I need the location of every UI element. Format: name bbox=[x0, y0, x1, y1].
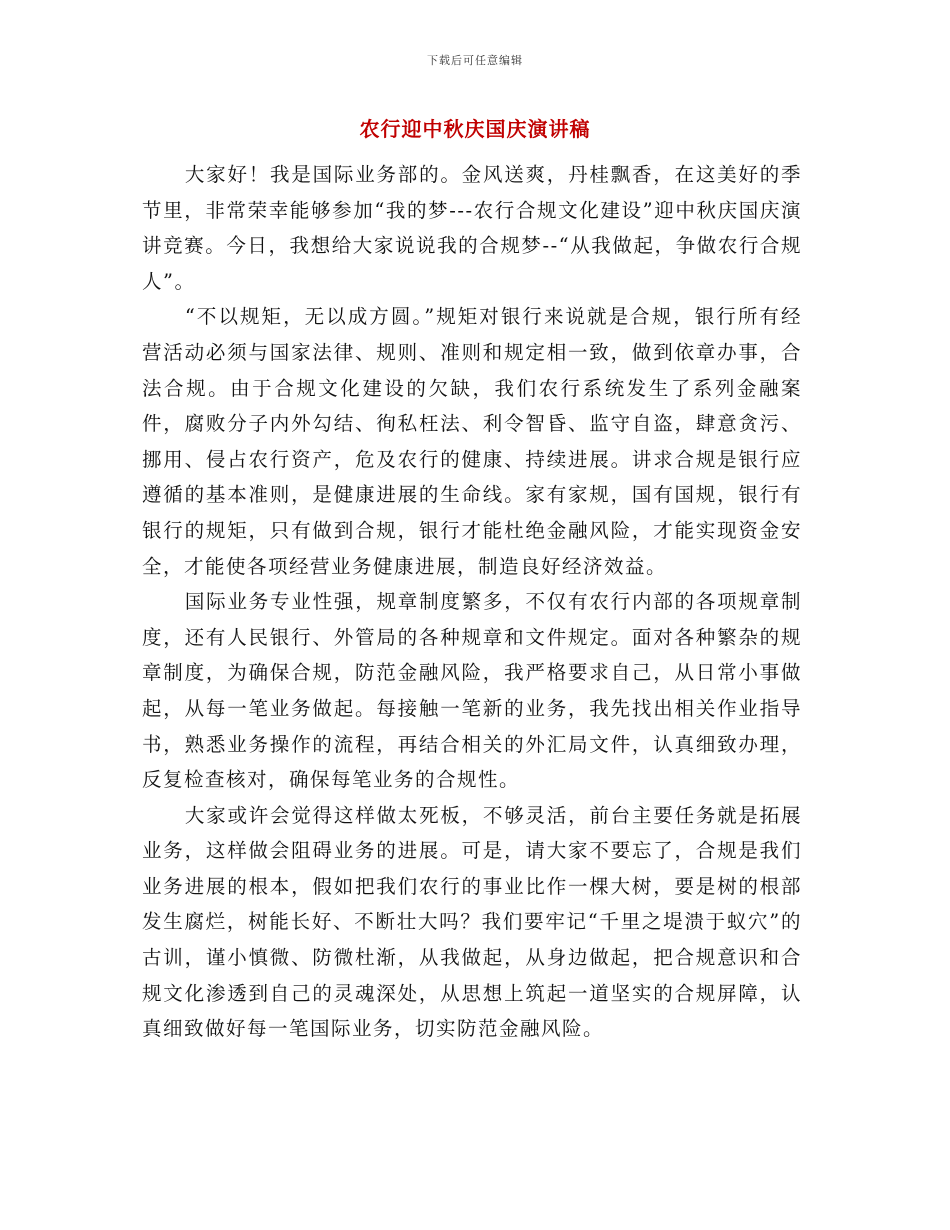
paragraph: 大家或许会觉得这样做太死板，不够灵活，前台主要任务就是拓展业务，这样做会阻碍业务的进展。可是，请大家不要忘了，合规是我们业务进展的根本，假如把我们农行的事业比作一棵大树，要是树的根部发生腐烂，树能长好、不断壮大吗？我们要牢记“千里之堤溃于蚁穴”的古训，谨小慎微、防微杜渐，从我做起，从身边做起，把合规意识和合规文化渗透到自己的灵魂深处，从思想上筑起一道坚实的合规屏障，认真细致做好每一笔国际业务，切实防范金融风险。 bbox=[142, 803, 802, 1041]
document-body bbox=[142, 157, 802, 1047]
paragraph: 大家好！我是国际业务部的。金风送爽，丹桂飘香，在这美好的季节里，非常荣幸能够参加“我的梦---农行合规文化建设”迎中秋庆国庆演讲竞赛。今日，我想给大家说说我的合规梦--“从我做起，争做农行合规人”。 bbox=[142, 163, 802, 293]
paragraph: 国际业务专业性强，规章制度繁多，不仅有农行内部的各项规章制度，还有人民银行、外管局的各种规章和文件规定。面对各种繁杂的规章制度，为确保合规，防范金融风险，我严格要求自己，从日常小事做起，从每一笔业务做起。每接触一笔新的业务，我先找出相关作业指导书，熟悉业务操作的流程，再结合相关的外汇局文件，认真细致办理，反复检查核对，确保每笔业务的合规性。 bbox=[142, 590, 802, 792]
page-header: 下载后可任意编辑 bbox=[427, 54, 523, 67]
paragraph: “不以规矩，无以成方圆。”规矩对银行来说就是合规，银行所有经营活动必须与国家法律、规则、准则和规定相一致，做到依章办事，合法合规。由于合规文化建设的欠缺，我们农行系统发生了系列金融案件，腐败分子内外勾结、徇私枉法、利令智昏、监守自盗，肆意贪污、挪用、侵占农行资产，危及农行的健康、持续进展。讲求合规是银行应遵循的基本准则，是健康进展的生命线。家有家规，国有国规，银行有银行的规矩，只有做到合规，银行才能杜绝金融风险，才能实现资金安全，才能使各项经营业务健康进展，制造良好经济效益。 bbox=[142, 305, 802, 578]
document-title: 农行迎中秋庆国庆演讲稿 bbox=[359, 117, 591, 141]
